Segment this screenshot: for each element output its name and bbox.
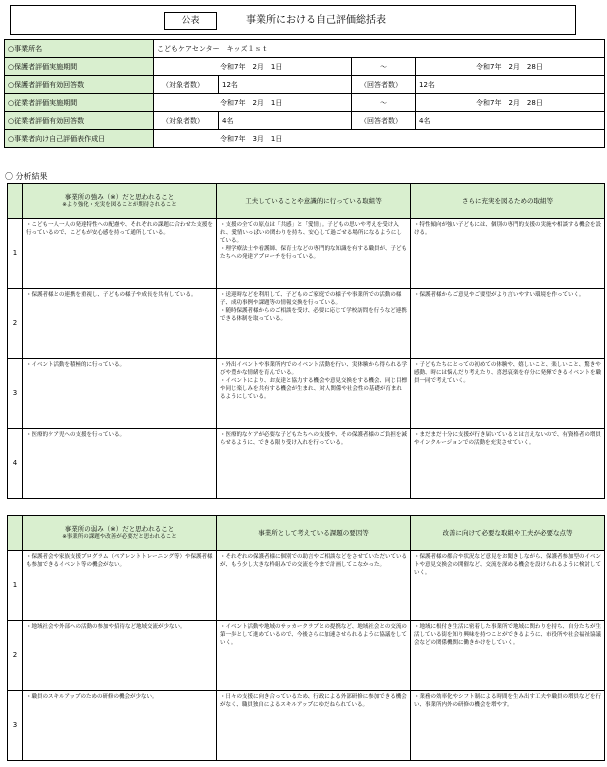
table-row (8, 359, 605, 429)
table-row (8, 691, 605, 761)
staff-target-count: 4名 (219, 112, 352, 130)
cause-cell: ・それぞれの保護者様に個別での助言やご相談などをさせていただいているが、もう少し大きな枠組みでの交流を今まで計画してこなかった。 (217, 551, 411, 621)
weakness-cell: ・地域社会や外部への活動の参加や招待など地域交流が少ない。 (23, 621, 217, 691)
weaknesses-header-note: ※事業所の課題や改善が必要だと思われること (62, 533, 177, 540)
guardian-answer-count: 12名 (416, 76, 605, 94)
staff-period-tilde: ～ (352, 94, 416, 112)
weakness-cell: ・保護者会や家族支援プログラム（ペアレントトレーニング等）や保護者様も参加できるイベント等の機会がない。 (23, 551, 217, 621)
strength-cell: ・イベント活動を積極的に行っている。 (23, 359, 217, 429)
office-name-label: ○事業所名 (5, 40, 154, 58)
weaknesses-cause-header: 事業所として考えている課題の要因等 (217, 516, 411, 551)
row-number: 4 (8, 429, 23, 499)
guardian-target-label: （対象者数） (154, 76, 219, 94)
weaknesses-header-title: 事業所の弱み（※）だと思われること (64, 524, 175, 533)
guardian-period-label: ○保護者評価実施期間 (5, 58, 154, 76)
row-number: 2 (8, 289, 23, 359)
page-title: 事業所における自己評価総括表 (246, 15, 386, 26)
cause-cell: ・日々の支援に向き合っているため、行政による外部研修に参加できる機会がなく、職員独自によるスキルアップにゆだねられている。 (217, 691, 411, 761)
improvement-cell: ・業務の効率化やシフト制による時間を生み出す工夫や職員の増員などを行い、事業所内外の研修の機会を増やす。 (411, 691, 605, 761)
staff-period-start: 令和7年 2月 1日 (154, 94, 352, 112)
effort-cell (217, 429, 411, 499)
weakness-cell: ・職員のスキルアップのための研修の機会が少ない。 (23, 691, 217, 761)
strengths-table (7, 183, 605, 499)
further-cell: ・子どもたちにとっての初めての体験や、嬉しいこと、楽しいこと、驚きや感動、時には悩んだり考えたり、喜怒哀楽を存分に発揮できるイベントを職員一同で考えていく。 (411, 359, 605, 429)
title-box (10, 5, 576, 35)
guardian-period-start: 令和7年 2月 1日 (154, 58, 352, 76)
staff-target-label: （対象者数） (154, 112, 219, 130)
strengths-header (23, 184, 217, 219)
strengths-header-note: ※より強化・充実を図ることが期待されること (62, 201, 177, 208)
further-cell: ・特性傾向が強い子どもには、個別の専門的支援の実施や相談する機会を設ける。 (411, 219, 605, 289)
strengths-further-header: さらに充実を図るための取組等 (411, 184, 605, 219)
weaknesses-improvement-header: 改善に向けて必要な取組や工夫が必要な点等 (411, 516, 605, 551)
effort-cell (217, 289, 411, 359)
effort-text: ・イベントにより、お友達と協力する機会や意見交換をする機会、同じ目標や同じ楽しみを共有する機会が生まれ、対人関係や社会性の基礎が育まれるようにしている。 (220, 377, 408, 400)
further-cell: ・保護者様からご意見やご要望がより言いやすい環境を作っていく。 (411, 289, 605, 359)
effort-text: ・随時保護者様からのご相談を受け、必要に応じて学校訪問を行うなど連携できる体制を取っている。 (220, 307, 407, 322)
guardian-target-count: 12名 (219, 76, 352, 94)
staff-period-end: 令和7年 2月 28日 (416, 94, 605, 112)
row-number: 1 (8, 551, 23, 621)
staff-answer-count: 4名 (416, 112, 605, 130)
strengths-header-row (8, 184, 605, 219)
header-blank-cell (8, 516, 23, 551)
effort-cell (217, 359, 411, 429)
strength-cell: ・こども一人一人の発達特性への配慮や、それぞれの課題に合わせた支援を行っているので、こどもが安心感を持って通所している。 (23, 219, 217, 289)
table-row (8, 219, 605, 289)
info-table (4, 39, 605, 148)
strength-cell: ・医療的ケア児への支援を行っている。 (23, 429, 217, 499)
row-number: 1 (8, 219, 23, 289)
report-date-value: 令和7年 3月 1日 (154, 130, 605, 148)
strength-cell: ・保護者様との連携を重視し、子どもの様子や成長を共有している。 (23, 289, 217, 359)
table-row (8, 621, 605, 691)
improvement-cell: ・保護者様の都合や状況など意見をお聞きしながら、保護者参加型のイベントや意見交換会の開催など、交流を深める機会を設けられるように検討していく。 (411, 551, 605, 621)
effort-cell (217, 219, 411, 289)
staff-count-label: ○従業者評価有効回答数 (5, 112, 154, 130)
table-row (8, 289, 605, 359)
table-row (8, 551, 605, 621)
table-row (8, 429, 605, 499)
cause-cell: ・イベント活動や地域のサッカークラブとの提携など、地域社会との交流の第一歩として進めているので、今後さらに加速させられるように協議をしていく。 (217, 621, 411, 691)
staff-period-label: ○従業者評価実施期間 (5, 94, 154, 112)
guardian-count-label: ○保護者評価有効回答数 (5, 76, 154, 94)
staff-answer-label: （回答者数） (352, 112, 416, 130)
header-blank-cell (8, 184, 23, 219)
weaknesses-header (23, 516, 217, 551)
effort-text: ・送迎時などを利用して、子どものご家庭での様子や事業所での活動の様子、成功事例や課題等の情報交換を行っている。 (220, 292, 402, 306)
effort-text: ・理学療法士や看護師、保育士などの専門的な知識を有する職員が、子どもたちへの発達アプローチを行っている。 (220, 245, 408, 260)
public-tag: 公表 (164, 12, 217, 30)
row-number: 2 (8, 621, 23, 691)
improvement-cell: ・地域に根付き生活に密着した事業所で地域に関わりを持ち、自分たちが生活している街を知り興味を持つことができるように、市役所や社会福祉協議会などの関係機関に働きかけをしていく。 (411, 621, 605, 691)
analysis-section-label: 〇 分析結果 (5, 172, 48, 181)
strengths-efforts-header: 工夫していることや意識的に行っている取組等 (217, 184, 411, 219)
further-cell: ・まだまだ十分に支援が行き届いているとは言えないので、有資格者の増員やインクルージョンでの活動を充実させていく。 (411, 429, 605, 499)
guardian-period-end: 令和7年 2月 28日 (416, 58, 605, 76)
report-date-label: ○事業者向け自己評価表作成日 (5, 130, 154, 148)
effort-text: ・外出イベントや事業所内でのイベント活動を行い、実体験から得られる学びや豊かな情緒を育んでいる。 (220, 362, 408, 376)
effort-text: ・医療的なケアが必要な子どもたちへの支援や、その保護者様のご負担を減らせるように、できる限り受け入れを行っている。 (220, 432, 407, 446)
strengths-header-title: 事業所の強み（※）だと思われること (64, 192, 175, 201)
guardian-period-tilde: ～ (352, 58, 416, 76)
effort-text: ・支援の全ての原点は「共感」と「愛情」。子どもの思いや考えを受け入れ、愛情いっぱいの関わりを持ち、安心して過ごせる場所になるようにしている。 (220, 222, 402, 244)
guardian-answer-label: （回答者数） (352, 76, 416, 94)
weaknesses-table (7, 515, 605, 761)
row-number: 3 (8, 359, 23, 429)
weaknesses-header-row (8, 516, 605, 551)
row-number: 3 (8, 691, 23, 761)
office-name-value: こどもケアセンター キッズ１ｓｔ (154, 40, 605, 58)
